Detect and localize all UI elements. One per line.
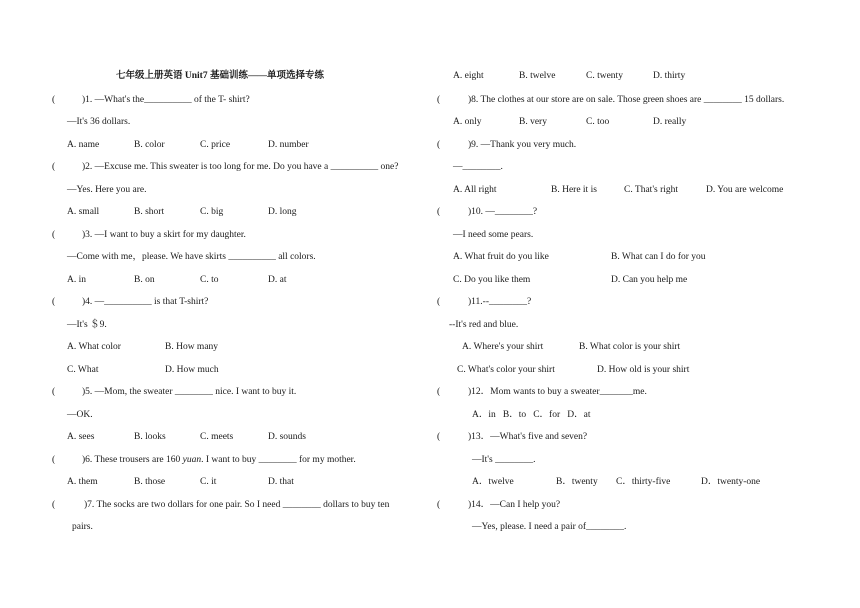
q5-answer-line: —OK.	[67, 410, 93, 420]
q11-option-b: B. What color is your shirt	[579, 342, 681, 352]
q11-option-c: C. What's color your shirt	[457, 365, 555, 375]
q1-paren: (	[52, 95, 56, 105]
q10-paren: (	[437, 207, 441, 217]
q7-option-a: A. eight	[453, 71, 484, 81]
q9-option-b: B. Here it is	[551, 185, 597, 195]
q3-option-a: A. in	[67, 275, 86, 285]
q14-answer-line: —Yes, please. I need a pair of________.	[472, 522, 627, 532]
q13-option-b: B．twenty	[556, 477, 598, 487]
q6-option-c: C. it	[200, 477, 217, 487]
q3-option-d: D. at	[268, 275, 287, 285]
q12-stem: )12．Mom wants to buy a sweater_______me.	[468, 387, 647, 397]
q5-stem: )5. —Mom, the sweater ________ nice. I want to buy it.	[82, 387, 297, 397]
q1-option-a: A. name	[67, 140, 100, 150]
q6-option-d: D. that	[268, 477, 294, 487]
q3-option-b: B. on	[134, 275, 155, 285]
q5-option-d: D. sounds	[268, 432, 307, 442]
q4-stem: )4. —__________ is that T-shirt?	[82, 297, 209, 307]
q10-option-d: D. Can you help me	[611, 275, 688, 285]
q13-option-a: A．twelve	[472, 477, 514, 487]
q2-answer-line: —Yes. Here you are.	[67, 185, 147, 195]
q9-stem: )9. —Thank you very much.	[468, 140, 577, 150]
q7-option-c: C. twenty	[586, 71, 623, 81]
q10-stem: )10. —________?	[468, 207, 538, 217]
q6-stem-end: . I want to buy ________ for my mother.	[201, 455, 356, 465]
q7-option-d: D. thirty	[653, 71, 686, 81]
q8-stem: )8. The clothes at our store are on sale. Those green shoes are ________ 15 dollars.	[468, 95, 785, 105]
q11-stem: )11.--________?	[468, 297, 532, 307]
q13-stem: )13．—What's five and seven?	[468, 432, 588, 442]
q11-answer-line: --It's red and blue.	[449, 320, 519, 330]
q8-option-d: D. really	[653, 117, 687, 127]
q9-option-d: D. You are welcome	[706, 185, 784, 195]
q12-paren: (	[437, 387, 441, 397]
q4-answer-line: —It's ＄9.	[67, 320, 107, 330]
q14-stem: )14．—Can I help you?	[468, 500, 561, 510]
q3-paren: (	[52, 230, 56, 240]
q9-option-c: C. That's right	[624, 185, 679, 195]
q9-answer-line: —________.	[453, 162, 503, 172]
q2-option-a: A. small	[67, 207, 100, 217]
q7-stem-continued: pairs.	[72, 522, 93, 532]
q8-option-c: C. too	[586, 117, 610, 127]
q12-options: A．in B．to C．for D．at	[472, 410, 591, 420]
q6-stem-start: )6. These trousers are 160	[82, 455, 183, 465]
q1-answer-line: —It's 36 dollars.	[67, 117, 131, 127]
q8-paren: (	[437, 95, 441, 105]
q9-option-a: A. All right	[453, 185, 497, 195]
q4-option-c: C. What	[67, 365, 99, 375]
q10-option-c: C. Do you like them	[453, 275, 531, 285]
q13-option-c: C．thirty-five	[616, 477, 671, 487]
q10-option-a: A. What fruit do you like	[453, 252, 549, 262]
q11-option-d: D. How old is your shirt	[597, 365, 690, 375]
q6-option-b: B. those	[134, 477, 166, 487]
q6-paren: (	[52, 455, 56, 465]
q11-paren: (	[437, 297, 441, 307]
q11-option-a: A. Where's your shirt	[462, 342, 544, 352]
page-title: 七年级上册英语 Unit7 基础训练——单项选择专练	[116, 71, 324, 81]
q9-paren: (	[437, 140, 441, 150]
q8-option-b: B. very	[519, 117, 547, 127]
q2-paren: (	[52, 162, 56, 172]
q1-option-b: B. color	[134, 140, 165, 150]
q1-option-c: C. price	[200, 140, 231, 150]
q1-option-d: D. number	[268, 140, 309, 150]
q7-stem: )7. The socks are two dollars for one pair. So I need ________ dollars to buy ten	[84, 500, 390, 510]
q5-option-b: B. looks	[134, 432, 166, 442]
q7-paren: (	[52, 500, 56, 510]
q2-stem: )2. —Excuse me. This sweater is too long for me. Do you have a __________ one?	[82, 162, 399, 172]
q13-answer-line: —It's ________.	[472, 455, 536, 465]
q2-option-c: C. big	[200, 207, 224, 217]
q5-paren: (	[52, 387, 56, 397]
q6-stem-italic: yuan	[182, 455, 202, 465]
q2-option-d: D. long	[268, 207, 297, 217]
q4-paren: (	[52, 297, 56, 307]
q13-option-d: D．twenty-one	[701, 477, 761, 487]
q6-stem	[82, 454, 356, 466]
q14-paren: (	[437, 500, 441, 510]
q13-paren: (	[437, 432, 441, 442]
q3-answer-line: —Come with me，please. We have skirts __________ all colors.	[67, 252, 316, 262]
q10-answer-line: —I need some pears.	[453, 230, 534, 240]
q1-stem: )1. —What's the__________ of the T- shirt?	[82, 95, 250, 105]
q5-option-a: A. sees	[67, 432, 95, 442]
q4-option-a: A. What color	[67, 342, 121, 352]
q4-option-d: D. How much	[165, 365, 219, 375]
q3-stem: )3. —I want to buy a skirt for my daughter.	[82, 230, 246, 240]
q7-option-b: B. twelve	[519, 71, 556, 81]
q5-option-c: C. meets	[200, 432, 234, 442]
q4-option-b: B. How many	[165, 342, 219, 352]
q10-option-b: B. What can I do for you	[611, 252, 706, 262]
q6-option-a: A. them	[67, 477, 98, 487]
q2-option-b: B. short	[134, 207, 165, 217]
q8-option-a: A. only	[453, 117, 482, 127]
q3-option-c: C. to	[200, 275, 219, 285]
